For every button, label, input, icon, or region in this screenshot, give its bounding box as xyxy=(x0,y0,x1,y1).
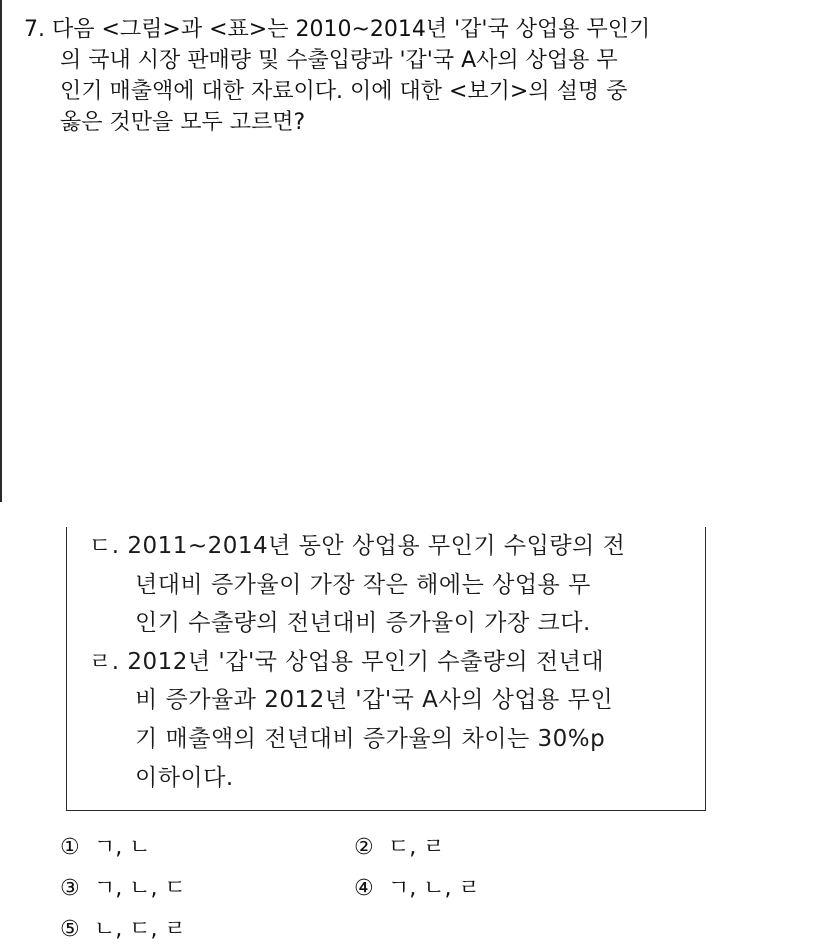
statement-d-line: 기 매출액의 전년대비 증가율의 차이는 30%p xyxy=(135,725,606,752)
choice-number: ⑤ xyxy=(60,917,80,942)
question-line: 옳은 것만을 모두 고르면? xyxy=(60,110,306,135)
choice-1[interactable] xyxy=(60,830,151,861)
choice-number: ① xyxy=(60,835,80,860)
choice-text: ㄷ, ㄹ xyxy=(388,835,445,860)
statement-d-line: ㄹ. 2012년 '갑'국 상업용 무인기 수출량의 전년대 xyxy=(89,648,605,675)
question-line: 의 국내 시장 판매량 및 수출입량과 '갑'국 A사의 상업용 무 xyxy=(60,48,618,73)
statement-c-line: ㄷ. 2011~2014년 동안 상업용 무인기 수입량의 전 xyxy=(89,533,626,559)
choice-text: ㄴ, ㄷ, ㄹ xyxy=(94,917,186,942)
statement-c-line: 년대비 증가율이 가장 작은 해에는 상업용 무 xyxy=(135,571,591,598)
statement-d-line: 비 증가율과 2012년 '갑'국 A사의 상업용 무인 xyxy=(135,687,614,714)
bogi-box xyxy=(66,527,706,811)
statement-d-line: 이하이다. xyxy=(135,764,234,791)
choice-text: ㄱ, ㄴ, ㄹ xyxy=(388,876,480,901)
choice-2[interactable] xyxy=(354,830,445,861)
left-margin-rule xyxy=(0,0,2,502)
question-stem xyxy=(24,14,784,138)
choice-3[interactable] xyxy=(60,871,186,902)
choice-number: ③ xyxy=(60,876,80,901)
question-line: 인기 매출액에 대한 자료이다. 이에 대한 <보기>의 설명 중 xyxy=(60,79,628,104)
bogi-statements xyxy=(89,527,699,797)
choice-number: ② xyxy=(354,835,374,860)
choice-5[interactable] xyxy=(60,912,186,943)
choice-number: ④ xyxy=(354,876,374,901)
choice-text: ㄱ, ㄴ xyxy=(94,835,151,860)
question-line: 7. 다음 <그림>과 <표>는 2010~2014년 '갑'국 상업용 무인기 xyxy=(24,17,651,42)
choice-text: ㄱ, ㄴ, ㄷ xyxy=(94,876,186,901)
choice-4[interactable] xyxy=(354,871,480,902)
statement-c-line: 인기 수출량의 전년대비 증가율이 가장 크다. xyxy=(135,610,591,637)
